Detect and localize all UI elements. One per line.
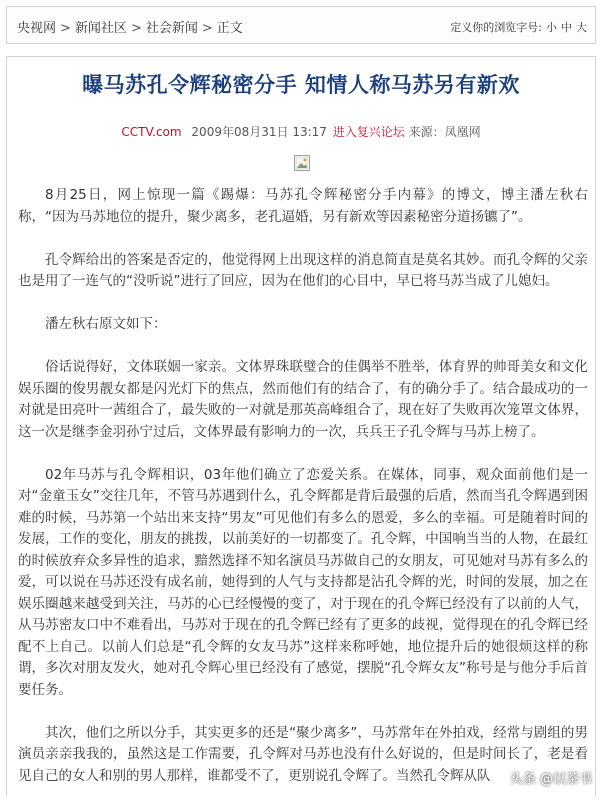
broken-image-icon bbox=[294, 155, 310, 171]
article-container bbox=[6, 56, 596, 796]
article-paragraph: 其次，他们之所以分手，其实更多的还是“聚少离多”，马苏常年在外拍戏，经常与剧组的男演员亲亲我我的，虽然这是工作需要，孔令辉对马苏也没有什么好说的，但是时间长了，老是看见自己的女人和别的男人那样，谁都受不了，更别说孔令辉了。当然孔令辉从队 bbox=[18, 724, 588, 784]
breadcrumb-separator: > bbox=[201, 21, 213, 36]
article-meta bbox=[7, 123, 595, 140]
article-paragraph: 8月25日，网上惊现一篇《踢爆：马苏孔令辉秘密分手内幕》的博文，博主潘左秋右称，“因为马苏地位的提升，聚少离多，老孔逼婚，另有新欢等因素秘密分道扬镳了”。 bbox=[18, 187, 588, 225]
publish-datetime: 2009年08月31日 13:17 bbox=[191, 125, 327, 139]
article-paragraph: 潘左秋右原文如下： bbox=[45, 316, 167, 332]
article-title: 曝马苏孔令辉秘密分手 知情人称马苏另有新欢 bbox=[82, 73, 520, 97]
article-body bbox=[18, 185, 588, 809]
breadcrumb-current: 正文 bbox=[216, 21, 243, 36]
breadcrumb-link-community[interactable]: 新闻社区 bbox=[74, 21, 127, 36]
article-paragraph: 孔令辉给出的答案是否定的，他觉得网上出现这样的消息简直是莫名其妙。而孔令辉的父亲也是用了一连气的“没听说”进行了回应，因为在他们的心目中，早已将马苏当成了儿媳妇。 bbox=[18, 251, 588, 289]
top-navigation-bar bbox=[6, 6, 596, 44]
source-label: 来源：凤凰网 bbox=[408, 125, 481, 139]
article-paragraph: 俗话说得好，文体联姻一家亲。文体界珠联璧合的佳偶举不胜举，体育界的帅哥美女和文化娱乐圈的俊男靓女都是闪光灯下的焦点，然而他们有的结合了，有的确分手了。结合最成功的一对就是田亮叶一茜组合了，最失败的一对就是那英高峰组合了，现在好了失败再次笼罩文体界，这一次是继李金羽孙宁过后，文体界最有影响力的一次，兵兵王子孔令辉与马苏上榜了。 bbox=[18, 359, 588, 440]
forum-link[interactable]: 进入复兴论坛 bbox=[332, 125, 405, 139]
article-paragraph: 02年马苏与孔令辉相识，03年他们确立了恋爱关系。在媒体，同事，观众面前他们是一对“金童玉女”交往几年，不管马苏遇到什么，孔令辉都是背后最强的后盾，然而当孔令辉遇到困难的时候，马苏第一个站出来支持“男友”可见他们有多么的恩爱，多么的幸福。可是随着时间的发展，工作的变化，朋友的挑拨，以前美好的一切都变了。孔令辉，中国响当当的人物，在最红的时候放弃众多异性的追求，黯然选择不知名演员马苏做自己的女朋友，可见她对马苏有多么的爱，可以说在马苏还没有成名前，她得到的人气与支持都是沾孔令辉的光，时间的发展，加之在娱乐圈越来越受到关注，马苏的心已经慢慢的变了，对于现在的孔令辉已经没有了以前的人气，从马苏密友口中不难看出，马苏对于现在的孔令辉已经有了更多的歧视，觉得现在的孔令辉已经配不上自己。以前人们总是“孔令辉的女友马苏”这样来称呼她，地位提升后的她很烦这样的称谓，多次对朋友发火，她对孔令辉心里已经没有了感觉，摆脱“孔令辉女友”称号是与他分手后首要任务。 bbox=[18, 466, 588, 698]
font-size-small-link[interactable]: 小 bbox=[546, 21, 557, 34]
brand-label: CCTV.com bbox=[121, 125, 182, 139]
font-size-selector bbox=[450, 19, 587, 35]
font-size-label: 定义你的浏览字号: bbox=[450, 21, 542, 34]
breadcrumb-separator: > bbox=[130, 21, 142, 36]
breadcrumb-link-social-news[interactable]: 社会新闻 bbox=[145, 21, 198, 36]
font-size-medium-link[interactable]: 中 bbox=[561, 21, 572, 34]
breadcrumb-link-cctv[interactable]: 央视网 bbox=[17, 21, 57, 36]
font-size-large-link[interactable]: 大 bbox=[576, 21, 587, 34]
watermark: 头条 @以茶书 bbox=[509, 772, 592, 787]
breadcrumb bbox=[17, 17, 243, 36]
breadcrumb-separator: > bbox=[60, 21, 71, 36]
